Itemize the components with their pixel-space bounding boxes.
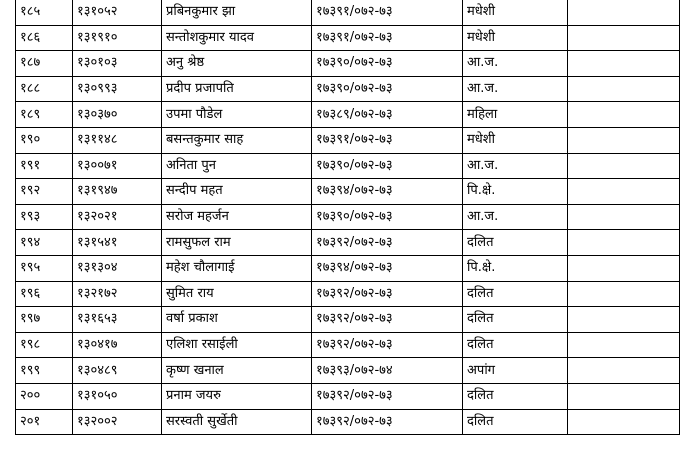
candidate-name-cell: अनिता पुन <box>162 153 312 179</box>
roll-number-cell: १३११४८ <box>73 127 162 153</box>
remarks-cell <box>568 179 680 205</box>
category-cell: आ.ज. <box>463 51 568 77</box>
results-table-body <box>16 0 680 435</box>
registration-number-cell: १७३९१/०७२-७३ <box>312 0 463 25</box>
serial-number-cell: १८८ <box>16 76 73 102</box>
candidate-name-cell: कृष्ण खनाल <box>162 358 312 384</box>
category-cell: पि.क्षे. <box>463 255 568 281</box>
roll-number-cell: १३१०५० <box>73 383 162 409</box>
roll-number-cell: १३२००२ <box>73 409 162 435</box>
registration-number-cell: १७३९३/०७२-७४ <box>312 358 463 384</box>
table-row <box>16 153 680 179</box>
table-row <box>16 76 680 102</box>
remarks-cell <box>568 127 680 153</box>
registration-number-cell: १७३८९/०७२-७३ <box>312 102 463 128</box>
category-cell: दलित <box>463 281 568 307</box>
serial-number-cell: १९८ <box>16 332 73 358</box>
table-row <box>16 358 680 384</box>
table-row <box>16 102 680 128</box>
roll-number-cell: १३१९४७ <box>73 179 162 205</box>
category-cell: मधेशी <box>463 0 568 25</box>
category-cell: दलित <box>463 409 568 435</box>
category-cell: आ.ज. <box>463 76 568 102</box>
registration-number-cell: १७३९२/०७२-७३ <box>312 230 463 256</box>
registration-number-cell: १७३९१/०७२-७३ <box>312 127 463 153</box>
registration-number-cell: १७३९१/०७२-७३ <box>312 25 463 51</box>
candidate-name-cell: सरोज महर्जन <box>162 204 312 230</box>
registration-number-cell: १७३९२/०७२-७३ <box>312 409 463 435</box>
serial-number-cell: १९० <box>16 127 73 153</box>
table-row <box>16 255 680 281</box>
roll-number-cell: १३०४१७ <box>73 332 162 358</box>
registration-number-cell: १७३९२/०७२-७३ <box>312 332 463 358</box>
category-cell: दलित <box>463 307 568 333</box>
category-cell: पि.क्षे. <box>463 179 568 205</box>
remarks-cell <box>568 25 680 51</box>
roll-number-cell: १३१५४१ <box>73 230 162 256</box>
roll-number-cell: १३१९१० <box>73 25 162 51</box>
table-row <box>16 179 680 205</box>
registration-number-cell: १७३९०/०७२-७३ <box>312 51 463 77</box>
serial-number-cell: १९९ <box>16 358 73 384</box>
serial-number-cell: १८९ <box>16 102 73 128</box>
category-cell: आ.ज. <box>463 153 568 179</box>
roll-number-cell: १३२०२१ <box>73 204 162 230</box>
candidate-name-cell: प्रदीप प्रजापति <box>162 76 312 102</box>
candidate-name-cell: सन्दीप महत <box>162 179 312 205</box>
candidate-name-cell: सरस्वती सुर्खेती <box>162 409 312 435</box>
table-row <box>16 25 680 51</box>
results-sheet <box>15 0 680 435</box>
registration-number-cell: १७३९०/०७२-७३ <box>312 204 463 230</box>
serial-number-cell: १९७ <box>16 307 73 333</box>
registration-number-cell: १७३९२/०७२-७३ <box>312 281 463 307</box>
roll-number-cell: १३०१०३ <box>73 51 162 77</box>
roll-number-cell: १३०३७० <box>73 102 162 128</box>
roll-number-cell: १३००७१ <box>73 153 162 179</box>
registration-number-cell: १७३९२/०७२-७३ <box>312 307 463 333</box>
roll-number-cell: १३०९९३ <box>73 76 162 102</box>
remarks-cell <box>568 255 680 281</box>
table-row <box>16 383 680 409</box>
serial-number-cell: १९४ <box>16 230 73 256</box>
remarks-cell <box>568 307 680 333</box>
results-table <box>15 0 680 435</box>
remarks-cell <box>568 0 680 25</box>
table-row <box>16 0 680 25</box>
category-cell: आ.ज. <box>463 204 568 230</box>
category-cell: दलित <box>463 332 568 358</box>
serial-number-cell: १९३ <box>16 204 73 230</box>
category-cell: दलित <box>463 230 568 256</box>
serial-number-cell: १९१ <box>16 153 73 179</box>
remarks-cell <box>568 102 680 128</box>
registration-number-cell: १७३९४/०७२-७३ <box>312 179 463 205</box>
serial-number-cell: १९५ <box>16 255 73 281</box>
roll-number-cell: १३१०५२ <box>73 0 162 25</box>
remarks-cell <box>568 76 680 102</box>
serial-number-cell: २०० <box>16 383 73 409</box>
serial-number-cell: १८६ <box>16 25 73 51</box>
table-row <box>16 281 680 307</box>
remarks-cell <box>568 383 680 409</box>
remarks-cell <box>568 358 680 384</box>
category-cell: अपांग <box>463 358 568 384</box>
roll-number-cell: १३२१७२ <box>73 281 162 307</box>
remarks-cell <box>568 409 680 435</box>
category-cell: दलित <box>463 383 568 409</box>
candidate-name-cell: प्रनाम जयरु <box>162 383 312 409</box>
serial-number-cell: १८५ <box>16 0 73 25</box>
candidate-name-cell: अनु श्रेष्ठ <box>162 51 312 77</box>
roll-number-cell: १३०४८९ <box>73 358 162 384</box>
remarks-cell <box>568 332 680 358</box>
table-row <box>16 409 680 435</box>
table-row <box>16 332 680 358</box>
candidate-name-cell: सुमित राय <box>162 281 312 307</box>
candidate-name-cell: वर्षा प्रकाश <box>162 307 312 333</box>
candidate-name-cell: एलिशा रसाईली <box>162 332 312 358</box>
table-row <box>16 230 680 256</box>
candidate-name-cell: उपमा पौडेल <box>162 102 312 128</box>
category-cell: मधेशी <box>463 127 568 153</box>
table-row <box>16 127 680 153</box>
remarks-cell <box>568 204 680 230</box>
serial-number-cell: १८७ <box>16 51 73 77</box>
remarks-cell <box>568 230 680 256</box>
candidate-name-cell: रामसुफल राम <box>162 230 312 256</box>
serial-number-cell: १९२ <box>16 179 73 205</box>
remarks-cell <box>568 51 680 77</box>
table-row <box>16 204 680 230</box>
category-cell: महिला <box>463 102 568 128</box>
registration-number-cell: १७३९४/०७२-७३ <box>312 255 463 281</box>
registration-number-cell: १७३९०/०७२-७३ <box>312 153 463 179</box>
registration-number-cell: १७३९२/०७२-७३ <box>312 383 463 409</box>
roll-number-cell: १३१३०४ <box>73 255 162 281</box>
registration-number-cell: १७३९०/०७२-७३ <box>312 76 463 102</box>
serial-number-cell: १९६ <box>16 281 73 307</box>
remarks-cell <box>568 281 680 307</box>
category-cell: मधेशी <box>463 25 568 51</box>
serial-number-cell: २०१ <box>16 409 73 435</box>
candidate-name-cell: सन्तोशकुमार यादव <box>162 25 312 51</box>
table-row <box>16 51 680 77</box>
remarks-cell <box>568 153 680 179</box>
candidate-name-cell: प्रबिनकुमार झा <box>162 0 312 25</box>
candidate-name-cell: महेश चौलागाई <box>162 255 312 281</box>
table-row <box>16 307 680 333</box>
roll-number-cell: १३१६५३ <box>73 307 162 333</box>
candidate-name-cell: बसन्तकुमार साह <box>162 127 312 153</box>
